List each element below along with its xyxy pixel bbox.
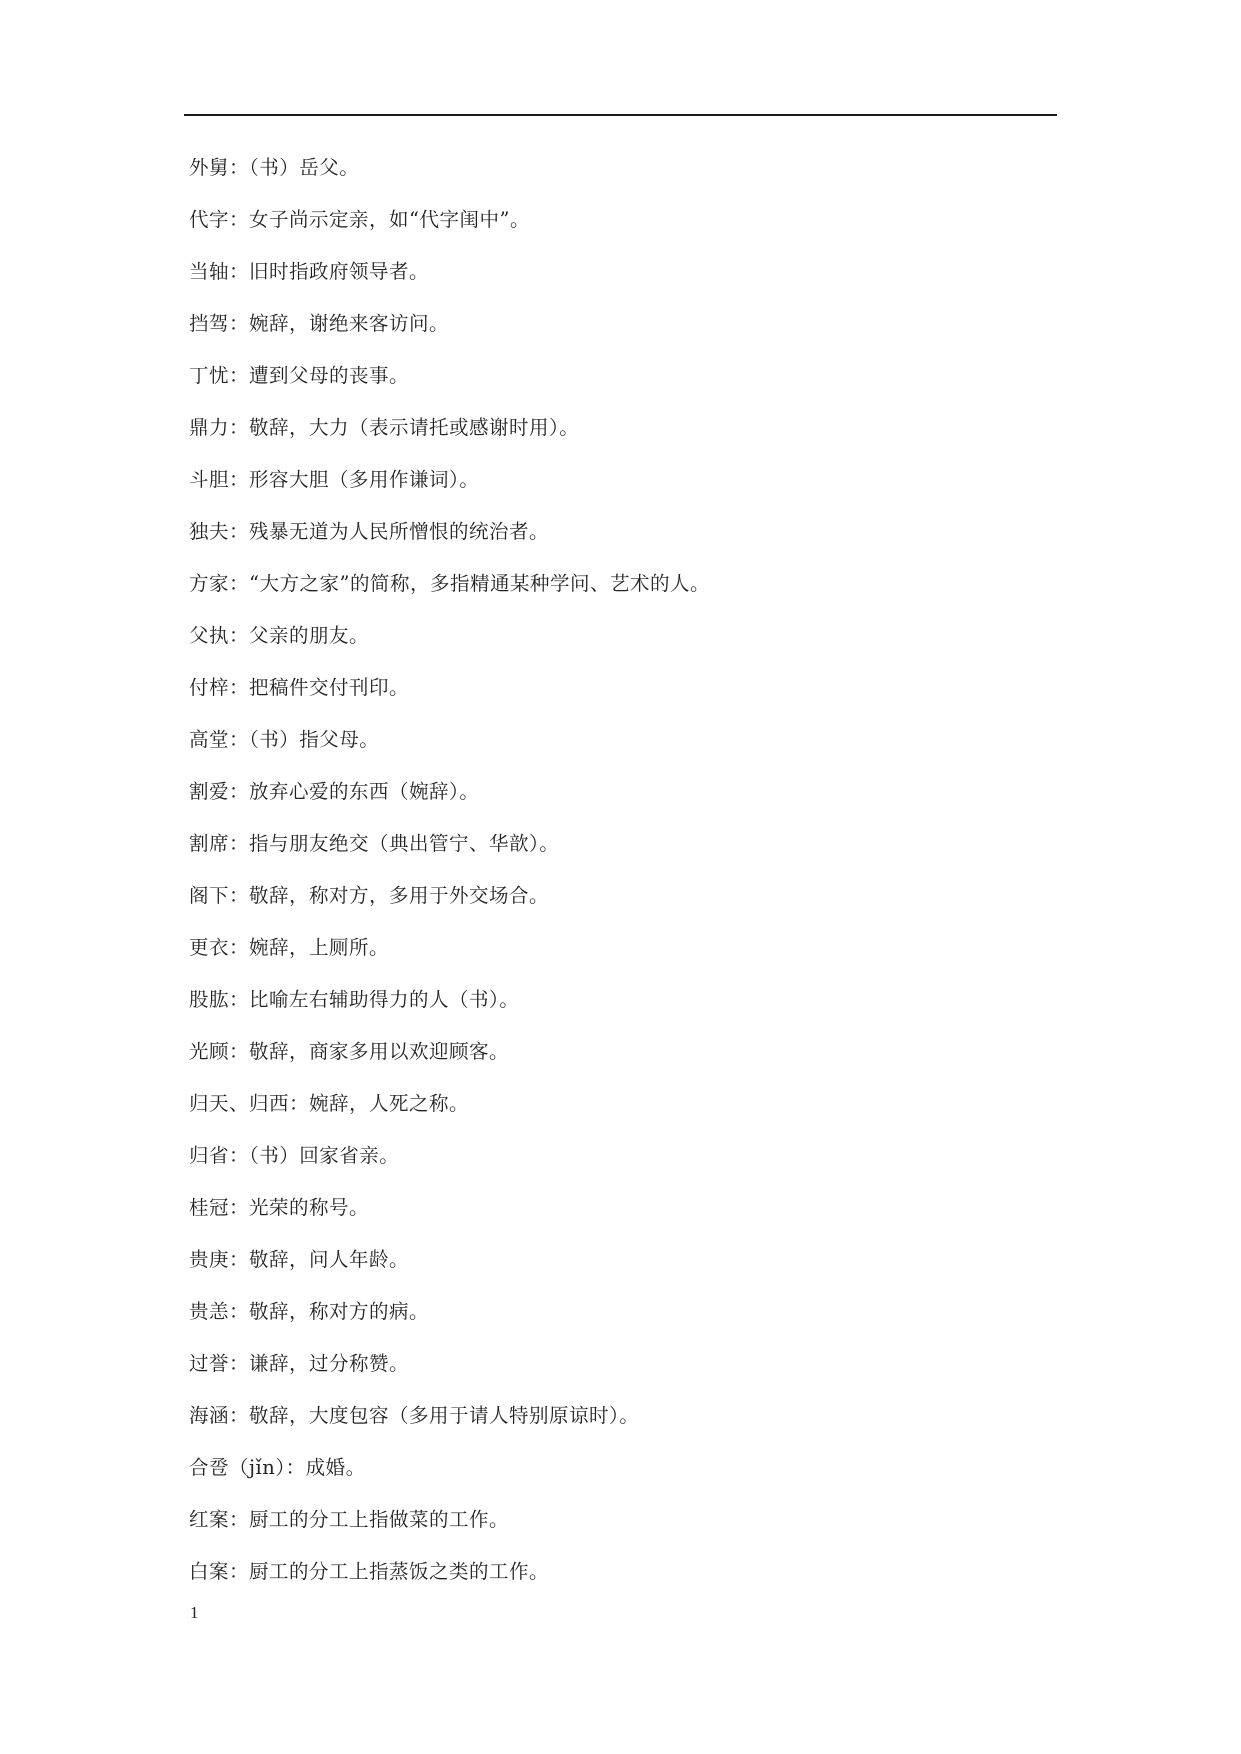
entry: 更衣：婉辞，上厕所。 — [189, 936, 390, 959]
entry: 挡驾：婉辞，谢绝来客访问。 — [189, 312, 450, 335]
entry: 高堂：（书）指父母。 — [189, 728, 380, 751]
header-rule — [184, 114, 1057, 116]
entry: 割席：指与朋友绝交（典出管宁、华歆）。 — [189, 832, 560, 855]
entry: 外舅：（书）岳父。 — [189, 156, 360, 179]
entry: 斗胆：形容大胆（多用作谦词）。 — [189, 468, 480, 491]
entry: 当轴：旧时指政府领导者。 — [189, 260, 430, 283]
entry: 股肱：比喻左右辅助得力的人（书）。 — [189, 988, 520, 1011]
entry: 桂冠：光荣的称号。 — [189, 1196, 370, 1219]
entry: 付梓：把稿件交付刊印。 — [189, 676, 410, 699]
entry: 鼎力：敬辞，大力（表示请托或感谢时用）。 — [189, 416, 580, 439]
entry: 红案：厨工的分工上指做菜的工作。 — [189, 1508, 510, 1531]
entry: 独夫：残暴无道为人民所憎恨的统治者。 — [189, 520, 550, 543]
entry: 贵恙：敬辞，称对方的病。 — [189, 1300, 430, 1323]
entry: 代字：女子尚示定亲，如“代字闺中”。 — [189, 208, 530, 231]
entry: 贵庚：敬辞，问人年龄。 — [189, 1248, 410, 1271]
entry: 归天、归西：婉辞，人死之称。 — [189, 1092, 470, 1115]
entry: 海涵：敬辞，大度包容（多用于请人特别原谅时）。 — [189, 1404, 640, 1427]
entry: 光顾：敬辞，商家多用以欢迎顾客。 — [189, 1040, 510, 1063]
entry: 白案：厨工的分工上指蒸饭之类的工作。 — [189, 1560, 550, 1583]
entry: 方家：“大方之家”的简称，多指精通某种学问、艺术的人。 — [189, 572, 710, 595]
entry: 割爱：放弃心爱的东西（婉辞）。 — [189, 780, 480, 803]
entry: 归省：（书）回家省亲。 — [189, 1144, 400, 1167]
entry: 阁下：敬辞，称对方，多用于外交场合。 — [189, 884, 550, 907]
page-number: 1 — [190, 1603, 199, 1622]
entry: 合卺（jǐn）：成婚。 — [189, 1456, 366, 1479]
entry: 父执：父亲的朋友。 — [189, 624, 370, 647]
entry-list — [189, 150, 710, 1606]
entry: 过誉：谦辞，过分称赞。 — [189, 1352, 410, 1375]
entry: 丁忧：遭到父母的丧事。 — [189, 364, 410, 387]
